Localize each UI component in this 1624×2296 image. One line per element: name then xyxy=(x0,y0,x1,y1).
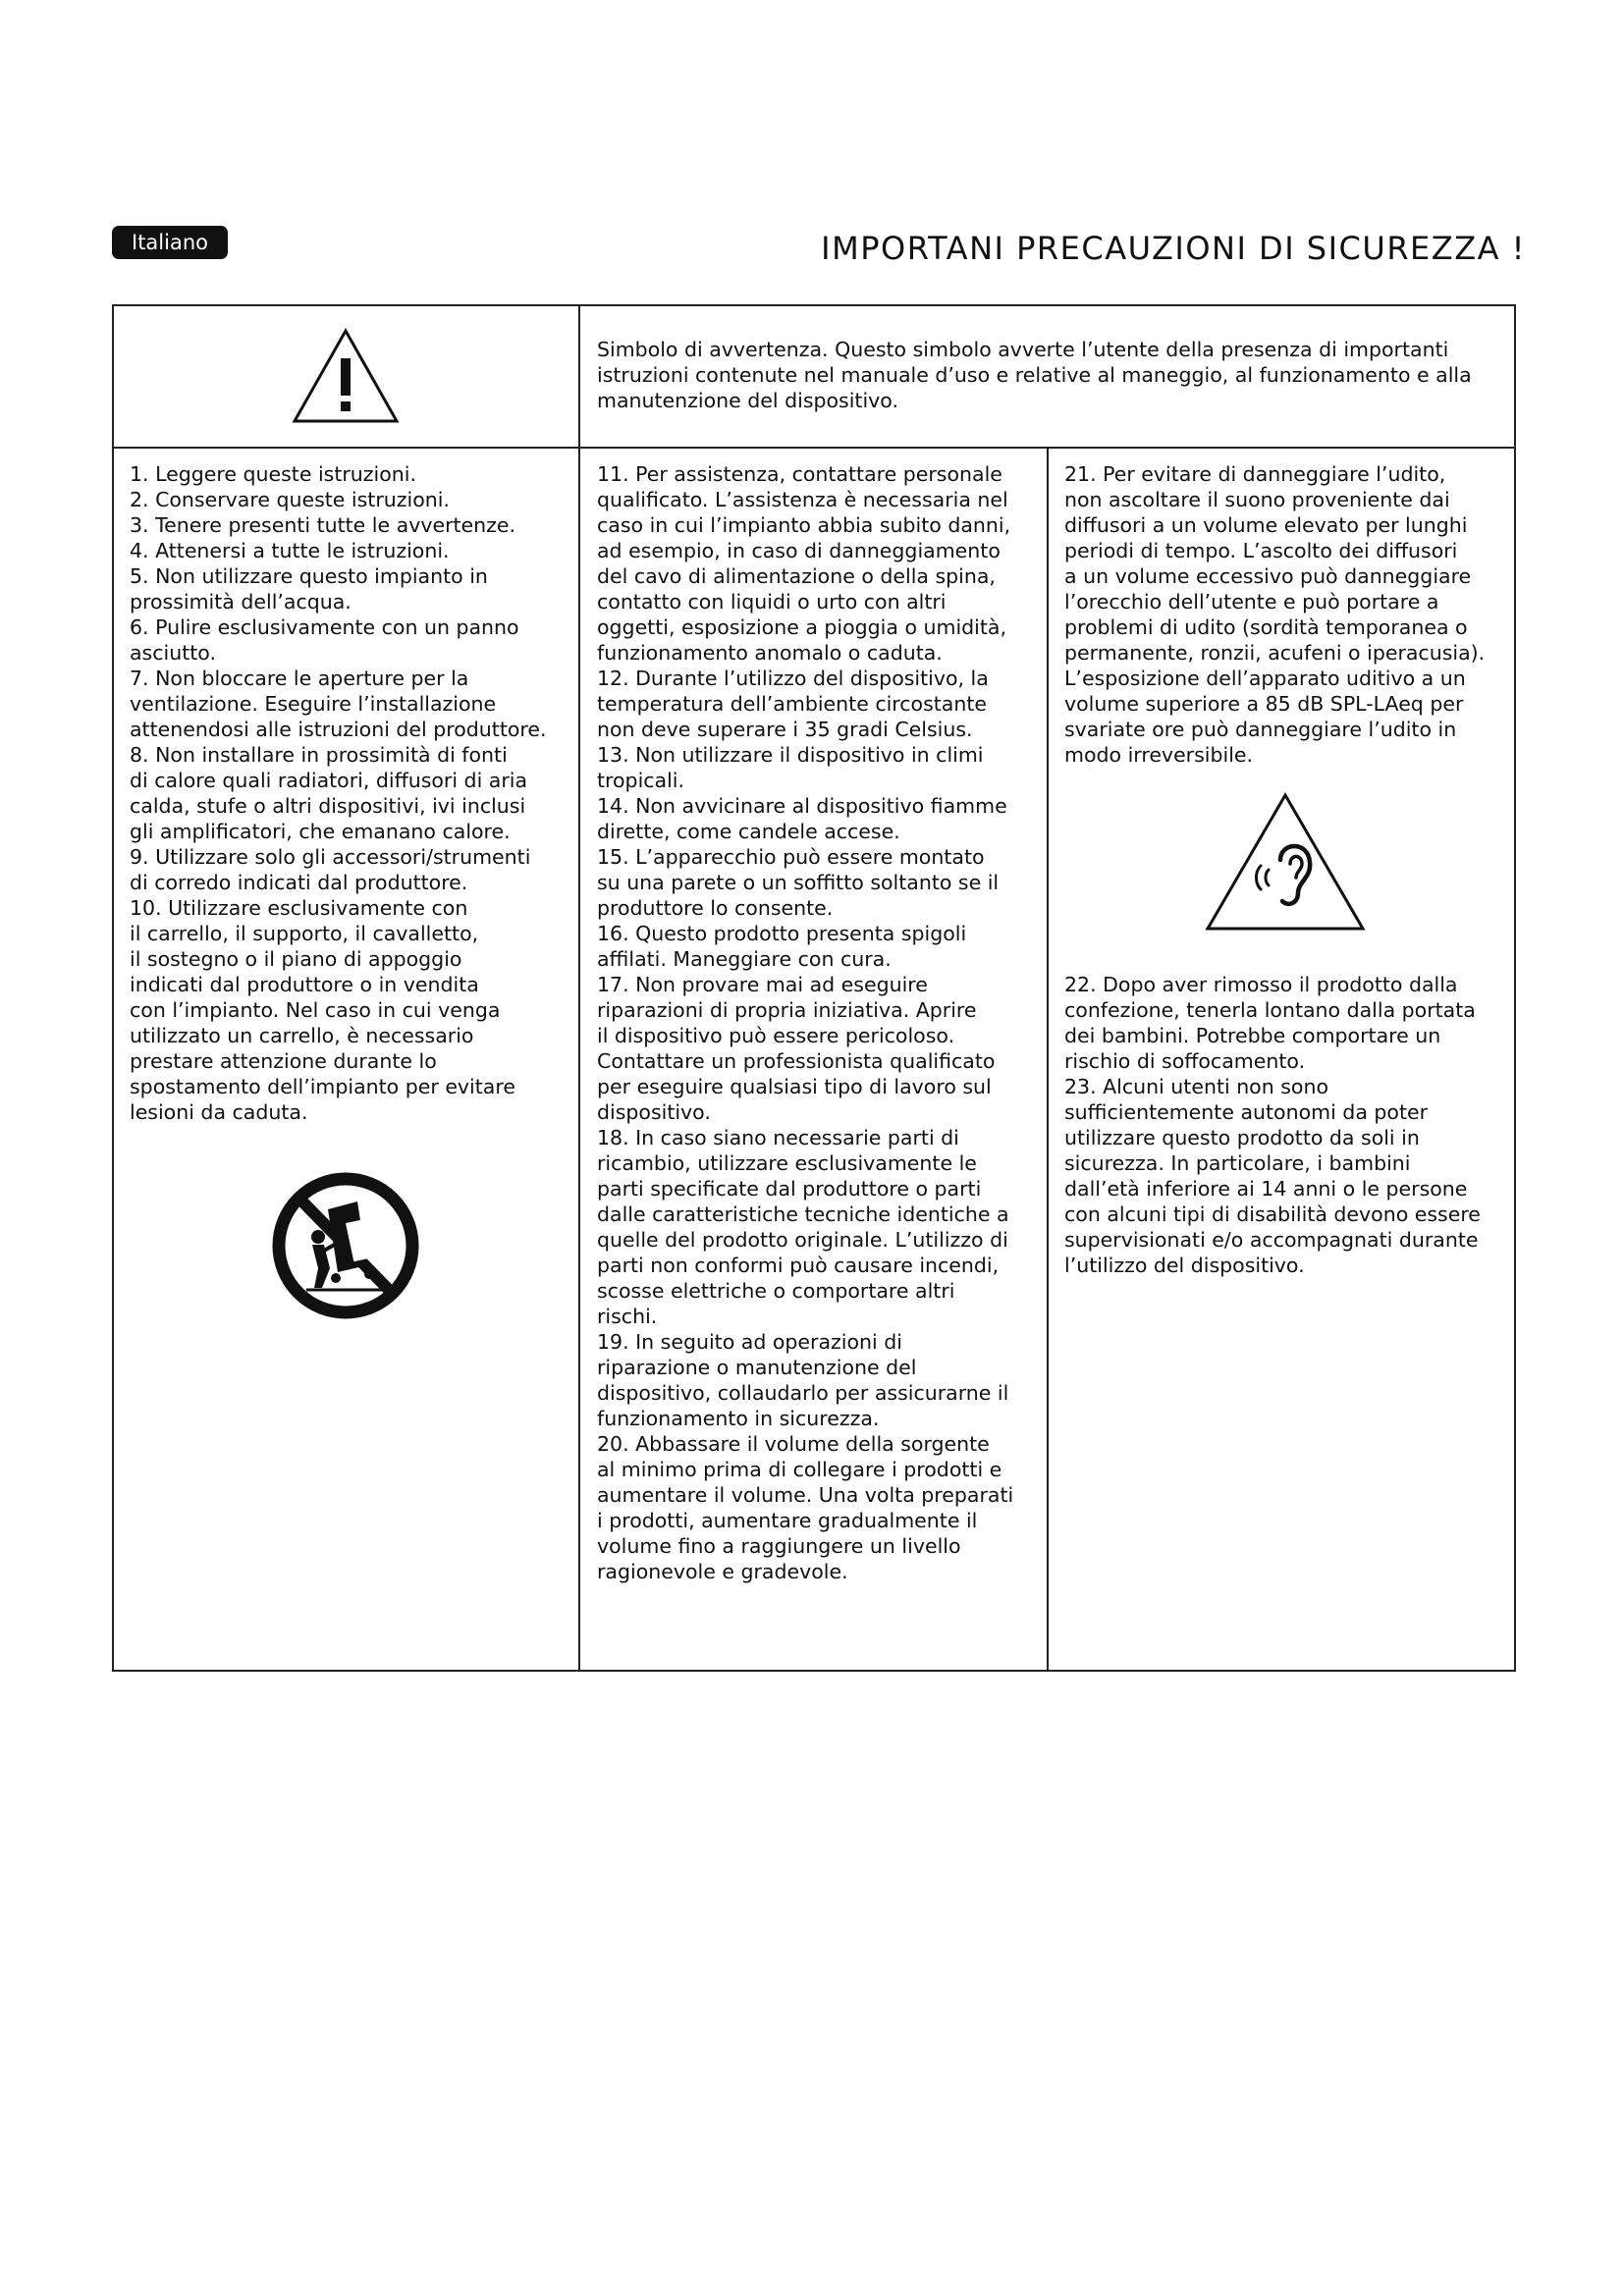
instructions-column-3-top: 21. Per evitare di danneggiare l’udito, non ascoltare il suono proveniente dai diffusori a un volume elevato per lunghi periodi di tempo. L’ascolto dei diffusori a un volume eccessivo può danneggiare l’orecchio dell’utente e può portare a problemi di udito (sordità temporanea o permanente, ronzii, acufeni o iperacusia). L’esposizione dell’apparato uditivo a un volume superiore a 85 dB SPL-LAeq per svariate ore può danneggiare l’udito in modo irreversibile. xyxy=(1064,462,1486,767)
instructions-column-2: 11. Per assistenza, contattare personale qualificato. L’assistenza è necessaria nel caso in cui l’impianto abbia subito danni, ad esempio, in caso di danneggiamento del cavo di alimentazione o della spina, contatto con liquidi o urto con altri oggetti, esposizione a pioggia o umidità, funzionamento anomalo o caduta. 12. Durante l’utilizzo del dispositivo, la temperatura dell’ambiente circostante non deve superare i 35 gradi Celsius. 13. Non utilizzare il dispositivo in climi tropicali. 14. Non avvicinare al dispositivo fiamme dirette, come candele accese. 15. L’apparecchio può essere montato su una parete o un soffitto soltanto se il produttore lo consente. 16. Questo prodotto presenta spigoli affilati. Maneggiare con cura. 17. Non provare mai ad eseguire riparazioni di propria iniziativa. Aprire il dispositivo può essere pericoloso. Contattare un professionista qualificato per eseguire qualsiasi tipo di lavoro sul dispositivo. 18. In caso siano necessarie parti di ricambio, utilizzare esclusivamente le parti specificate dal produttore o parti dalle caratteristiche tecniche identiche a quelle del prodotto originale. L’utilizzo di parti non conformi può causare incendi, scosse elettriche o comportare altri rischi. 19. In seguito ad operazioni di riparazione o manutenzione del dispositivo, collaudarlo per assicurarne il funzionamento in sicurezza. 20. Abbassare il volume della sorgente al minimo prima di collegare i prodotti e aumentare il volume. Una volta preparati i prodotti, aumentare gradualmente il volume fino a raggiungere un livello ragionevole e gradevole. xyxy=(597,462,1014,1583)
page-title: IMPORTANI PRECAUZIONI DI SICUREZZA ! xyxy=(821,230,1526,267)
cart-tipover-icon xyxy=(267,1172,424,1319)
warning-symbol-description: Simbolo di avvertenza. Questo simbolo avverte l’utente della presenza di importanti istruzioni contenute nel manuale d’uso e relative al maneggio, al funzionamento e alla manutenzione del dispositivo. xyxy=(597,338,1472,412)
divider-row xyxy=(112,447,1516,449)
language-badge: Italiano xyxy=(112,226,228,259)
instructions-column-1: 1. Leggere queste istruzioni. 2. Conservare queste istruzioni. 3. Tenere presenti tutte le avvertenze. 4. Attenersi a tutte le istruzioni. 5. Non utilizzare questo impianto in prossimità dell’acqua. 6. Pulire esclusivamente con un panno asciutto. 7. Non bloccare le aperture per la ventilazione. Eseguire l’installazione attenendosi alle istruzioni del produttore. 8. Non installare in prossimità di fonti di calore quali radiatori, diffusori di aria calda, stufe o altri dispositivi, ivi inclusi gli amplificatori, che emanano calore. 9. Utilizzare solo gli accessori/strumenti di corredo indicati dal produttore. 10. Utilizzare esclusivamente con il carrello, il supporto, il cavalletto, il sostegno o il piano di appoggio indicati dal produttore o in vendita con l’impianto. Nel caso in cui venga utilizzato un carrello, è necessario prestare attenzione durante lo spostamento dell’impianto per evitare lesioni da caduta. xyxy=(130,462,547,1124)
divider-col2 xyxy=(1047,448,1049,1672)
instructions-column-3-bottom: 22. Dopo aver rimosso il prodotto dalla confezione, tenerla lontano dalla portata dei bambini. Potrebbe comportare un rischio di soffocamento. 23. Alcuni utenti non sono sufficientemente autonomi da poter utilizzare questo prodotto da soli in sicurezza. In particolare, i bambini dall’età inferiore ai 14 anni o le persone con alcuni tipi di disabilità devono essere supervisionati e/o accompagnati durante l’utilizzo del dispositivo. xyxy=(1064,973,1481,1277)
hearing-warning-icon xyxy=(1204,791,1367,933)
divider-col1 xyxy=(578,304,580,1672)
warning-triangle-icon xyxy=(291,327,401,425)
